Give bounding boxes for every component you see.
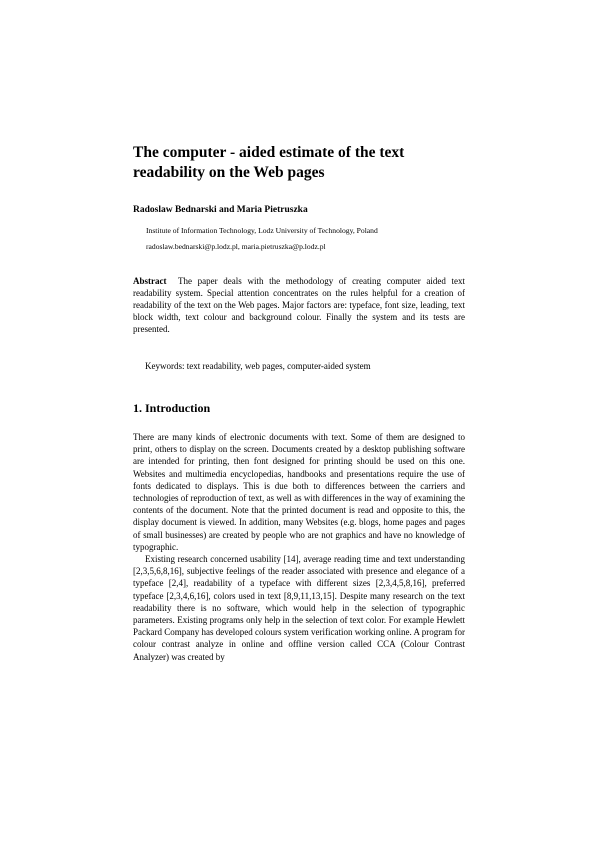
body-paragraph: Existing research concerned usability [14], average reading time and text understanding [2,3,5,6,8,16], subjective feelings of the reader associated with presence and elegance of a typeface [2,4], readability of a typeface with different sizes [2,3,4,5,8,16], preferred typeface [2,3,4,6,16], colors used in text [8,9,11,13,15]. Despite many research on the text readability there is no software, which would help in the selection of typographic parameters. Existing programs only help in the selection of text color. For example Hewlett Packard Company has developed colours system verification working online. A program for colour contrast analyze in online and offline version called CCA (Colour Contrast Analyzer) was created by — [133, 554, 465, 662]
introduction-body — [133, 431, 465, 663]
body-paragraph: There are many kinds of electronic documents with text. Some of them are designed to print, others to display on the screen. Documents created by a desktop publishing software are intended for printing, then font designed for printing should be used on this one. Websites and multimedia encyclopedias, handbooks and presentations require the use of fonts dedicated to displays. This is due both to differences between the carriers and technologies of reproduction of text, as well as with differences in the way of examining the contents of the document. Note that the printed document is read and opposite to this, the display document is viewed. In addition, many Websites (e.g. blogs, home pages and pages of small businesses) are created by people who are not graphics and have no knowledge of typographic. — [133, 432, 465, 552]
paper-authors: Radoslaw Bednarski and Maria Pietruszka — [133, 205, 308, 215]
abstract — [133, 275, 465, 335]
abstract-heading: Abstract — [133, 276, 167, 286]
paper-title: The computer - aided estimate of the text readability on the Web pages — [133, 144, 405, 181]
keywords: Keywords: text readability, web pages, computer-aided system — [145, 361, 371, 371]
abstract-text: The paper deals with the methodology of creating computer aided text readability system. Special attention concentrates on the rules helpful for a creation of readability of the text on the Web pages. Major factors are: typeface, font size, leading, text block width, text colour and background colour. Finally the system and its tests are presented. — [133, 276, 465, 334]
author-emails: radoslaw.bednarski@p.lodz.pl, maria.pietruszka@p.lodz.pl — [146, 242, 326, 251]
section-heading-introduction: 1. Introduction — [133, 401, 211, 415]
author-affiliation: Institute of Information Technology, Lodz University of Technology, Poland — [146, 226, 378, 235]
